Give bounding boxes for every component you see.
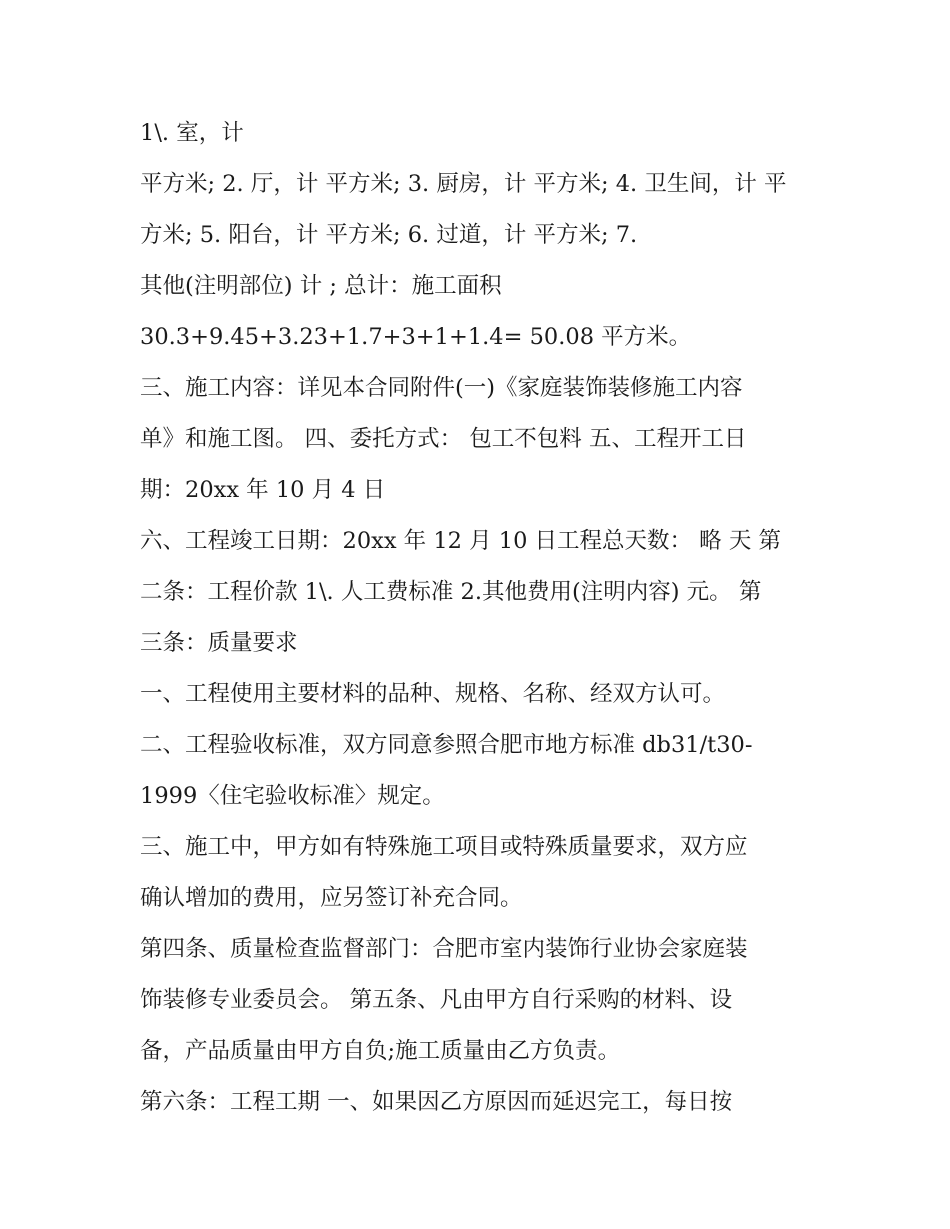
- text-line: 三、施工内容：详见本合同附件(一)《家庭装饰装修施工内容: [140, 375, 743, 401]
- text-line: 其他(注明部位) 计 ; 总计：施工面积: [140, 273, 502, 299]
- text-line: 确认增加的费用，应另签订补充合同。: [140, 885, 523, 911]
- text-line: 六、工程竣工日期：20xx 年 12 月 10 日工程总天数： 略 天 第: [140, 528, 781, 554]
- text-line: 第六条：工程工期 一、如果因乙方原因而延迟完工，每日按: [140, 1089, 733, 1115]
- document-body: [140, 108, 820, 1128]
- text-line: 期：20xx 年 10 月 4 日: [140, 477, 386, 503]
- text-line: 一、工程使用主要材料的品种、规格、名称、经双方认可。: [140, 681, 726, 707]
- text-line: 二条：工程价款 1\. 人工费标准 2.其他费用(注明内容) 元。 第: [140, 579, 762, 605]
- text-line: 单》和施工图。 四、委托方式： 包工不包料 五、工程开工日: [140, 426, 747, 452]
- text-line: 平方米; 2. 厅，计 平方米; 3. 厨房，计 平方米; 4. 卫生间，计 平: [140, 171, 787, 197]
- text-line: 1999〈住宅验收标准〉规定。: [140, 783, 445, 809]
- text-line: 二、工程验收标准，双方同意参照合肥市地方标准 db31/t30-: [140, 732, 753, 758]
- text-line: 方米; 5. 阳台，计 平方米; 6. 过道，计 平方米; 7.: [140, 222, 638, 248]
- text-line: 备，产品质量由甲方自负;施工质量由乙方负责。: [140, 1038, 621, 1064]
- text-line: 三、施工中，甲方如有特殊施工项目或特殊质量要求，双方应: [140, 834, 748, 860]
- text-line: 饰装修专业委员会。 第五条、凡由甲方自行采购的材料、设: [140, 987, 733, 1013]
- text-line: 三条：质量要求: [140, 630, 298, 656]
- text-line: 第四条、质量检查监督部门：合肥市室内装饰行业协会家庭装: [140, 936, 748, 962]
- text-line: 30.3+9.45+3.23+1.7+3+1+1.4= 50.08 平方米。: [140, 324, 692, 350]
- text-line: 1\. 室，计: [140, 120, 244, 146]
